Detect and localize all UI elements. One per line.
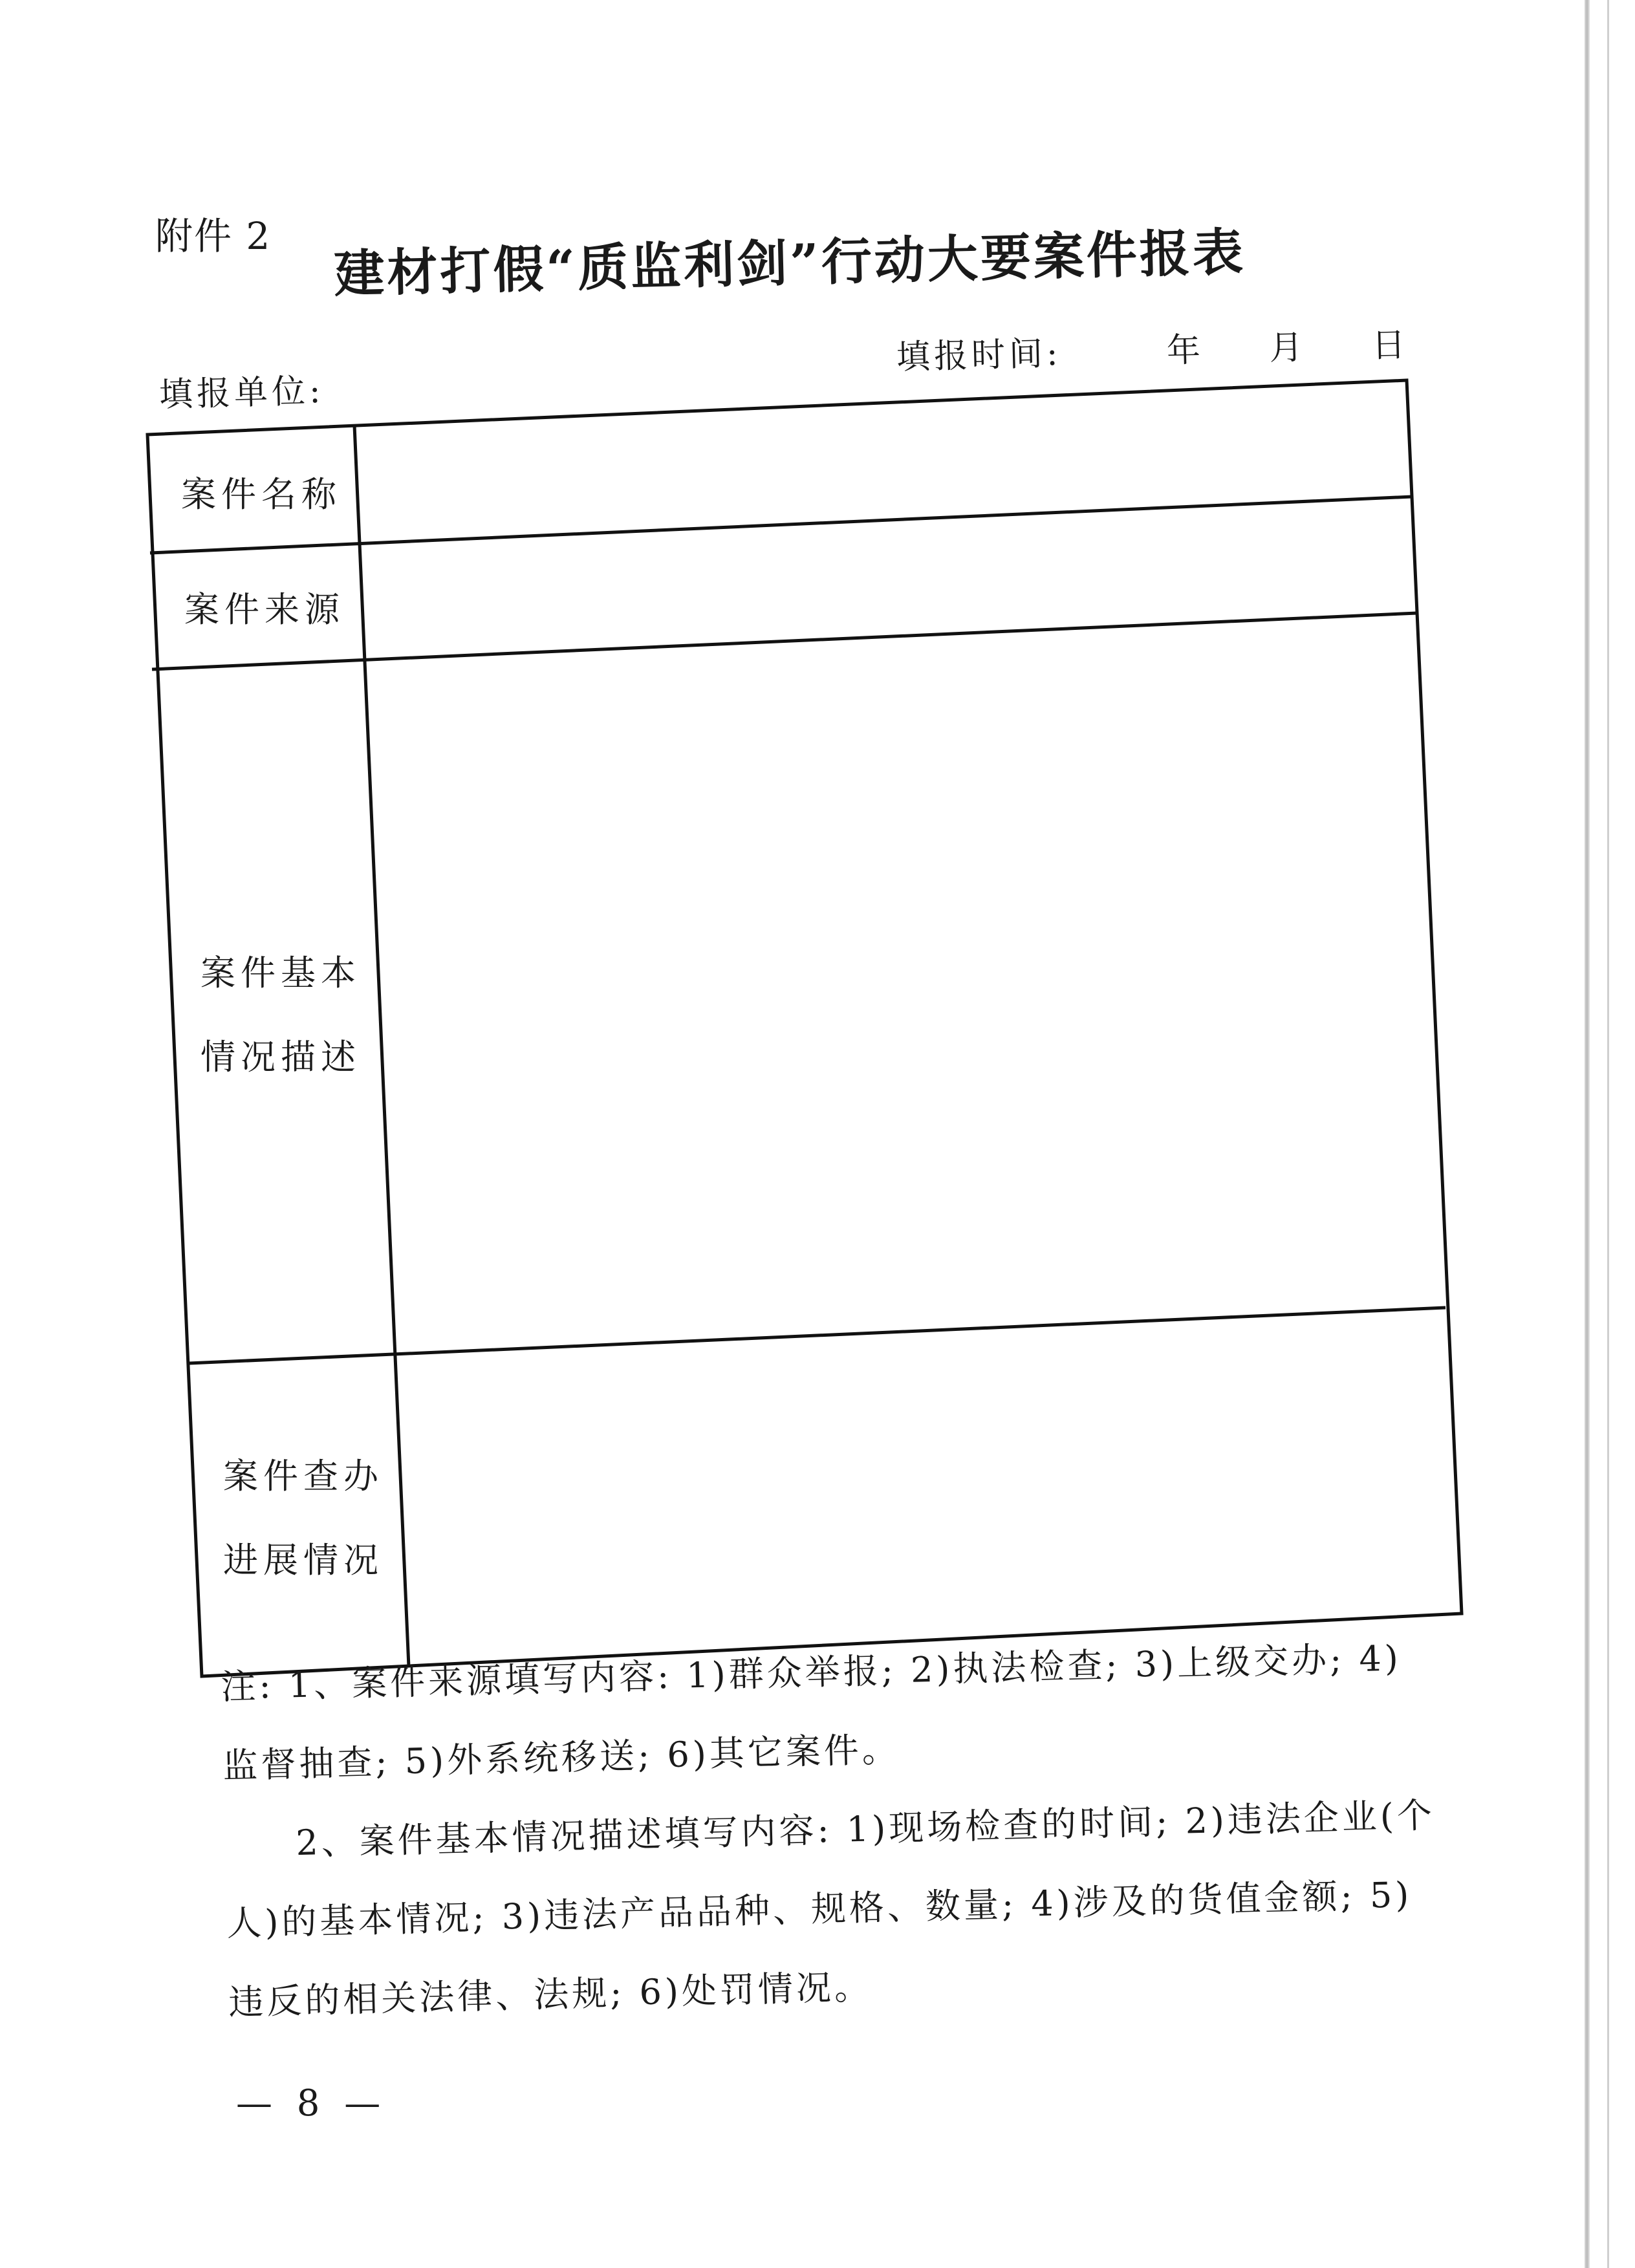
scan-page-edge xyxy=(1585,0,1590,2268)
table-row-divider xyxy=(189,1308,1446,1363)
year-label: 年 xyxy=(1166,330,1201,371)
fill-time-label: 填报时间: xyxy=(896,334,1063,377)
row-label-case-name: 案件名称 xyxy=(181,474,341,515)
fill-time-row xyxy=(896,316,1464,378)
note-2-line-1: 2、案件基本情况描述填写内容: 1)现场检查的时间; 2)违法企业(个 xyxy=(295,1795,1436,1864)
row-label-case-progress: 案件查办 进展情况 xyxy=(223,1456,384,1581)
document-title: 建材打假“质监利剑”行动大要案件报表 xyxy=(333,222,1246,304)
row-label-case-description: 案件基本 情况描述 xyxy=(200,953,361,1077)
attachment-label: 附件 2 xyxy=(155,214,272,258)
date-fields xyxy=(1166,316,1464,372)
month-label: 月 xyxy=(1268,328,1304,368)
fill-unit-label: 填报单位: xyxy=(158,371,325,415)
note-1-line-2: 监督抽查; 5)外系统移送; 6)其它案件。 xyxy=(222,1729,901,1786)
note-2-line-3: 违反的相关法律、法规; 6)处罚情况。 xyxy=(228,1966,873,2023)
page-number: — 8 — xyxy=(236,2082,387,2124)
day-label: 日 xyxy=(1371,325,1406,366)
notes-section xyxy=(220,1617,1477,2042)
note-1-line-1: 注: 1、案件来源填写内容: 1)群众举报; 2)执法检查; 3)上级交办; 4) xyxy=(220,1637,1402,1707)
note-2-line-2: 人)的基本情况; 3)违法产品品种、规格、数量; 4)涉及的货值金额; 5) xyxy=(226,1874,1413,1944)
row-label-case-source: 案件来源 xyxy=(184,589,345,630)
scan-page-edge-line xyxy=(1607,0,1609,2268)
